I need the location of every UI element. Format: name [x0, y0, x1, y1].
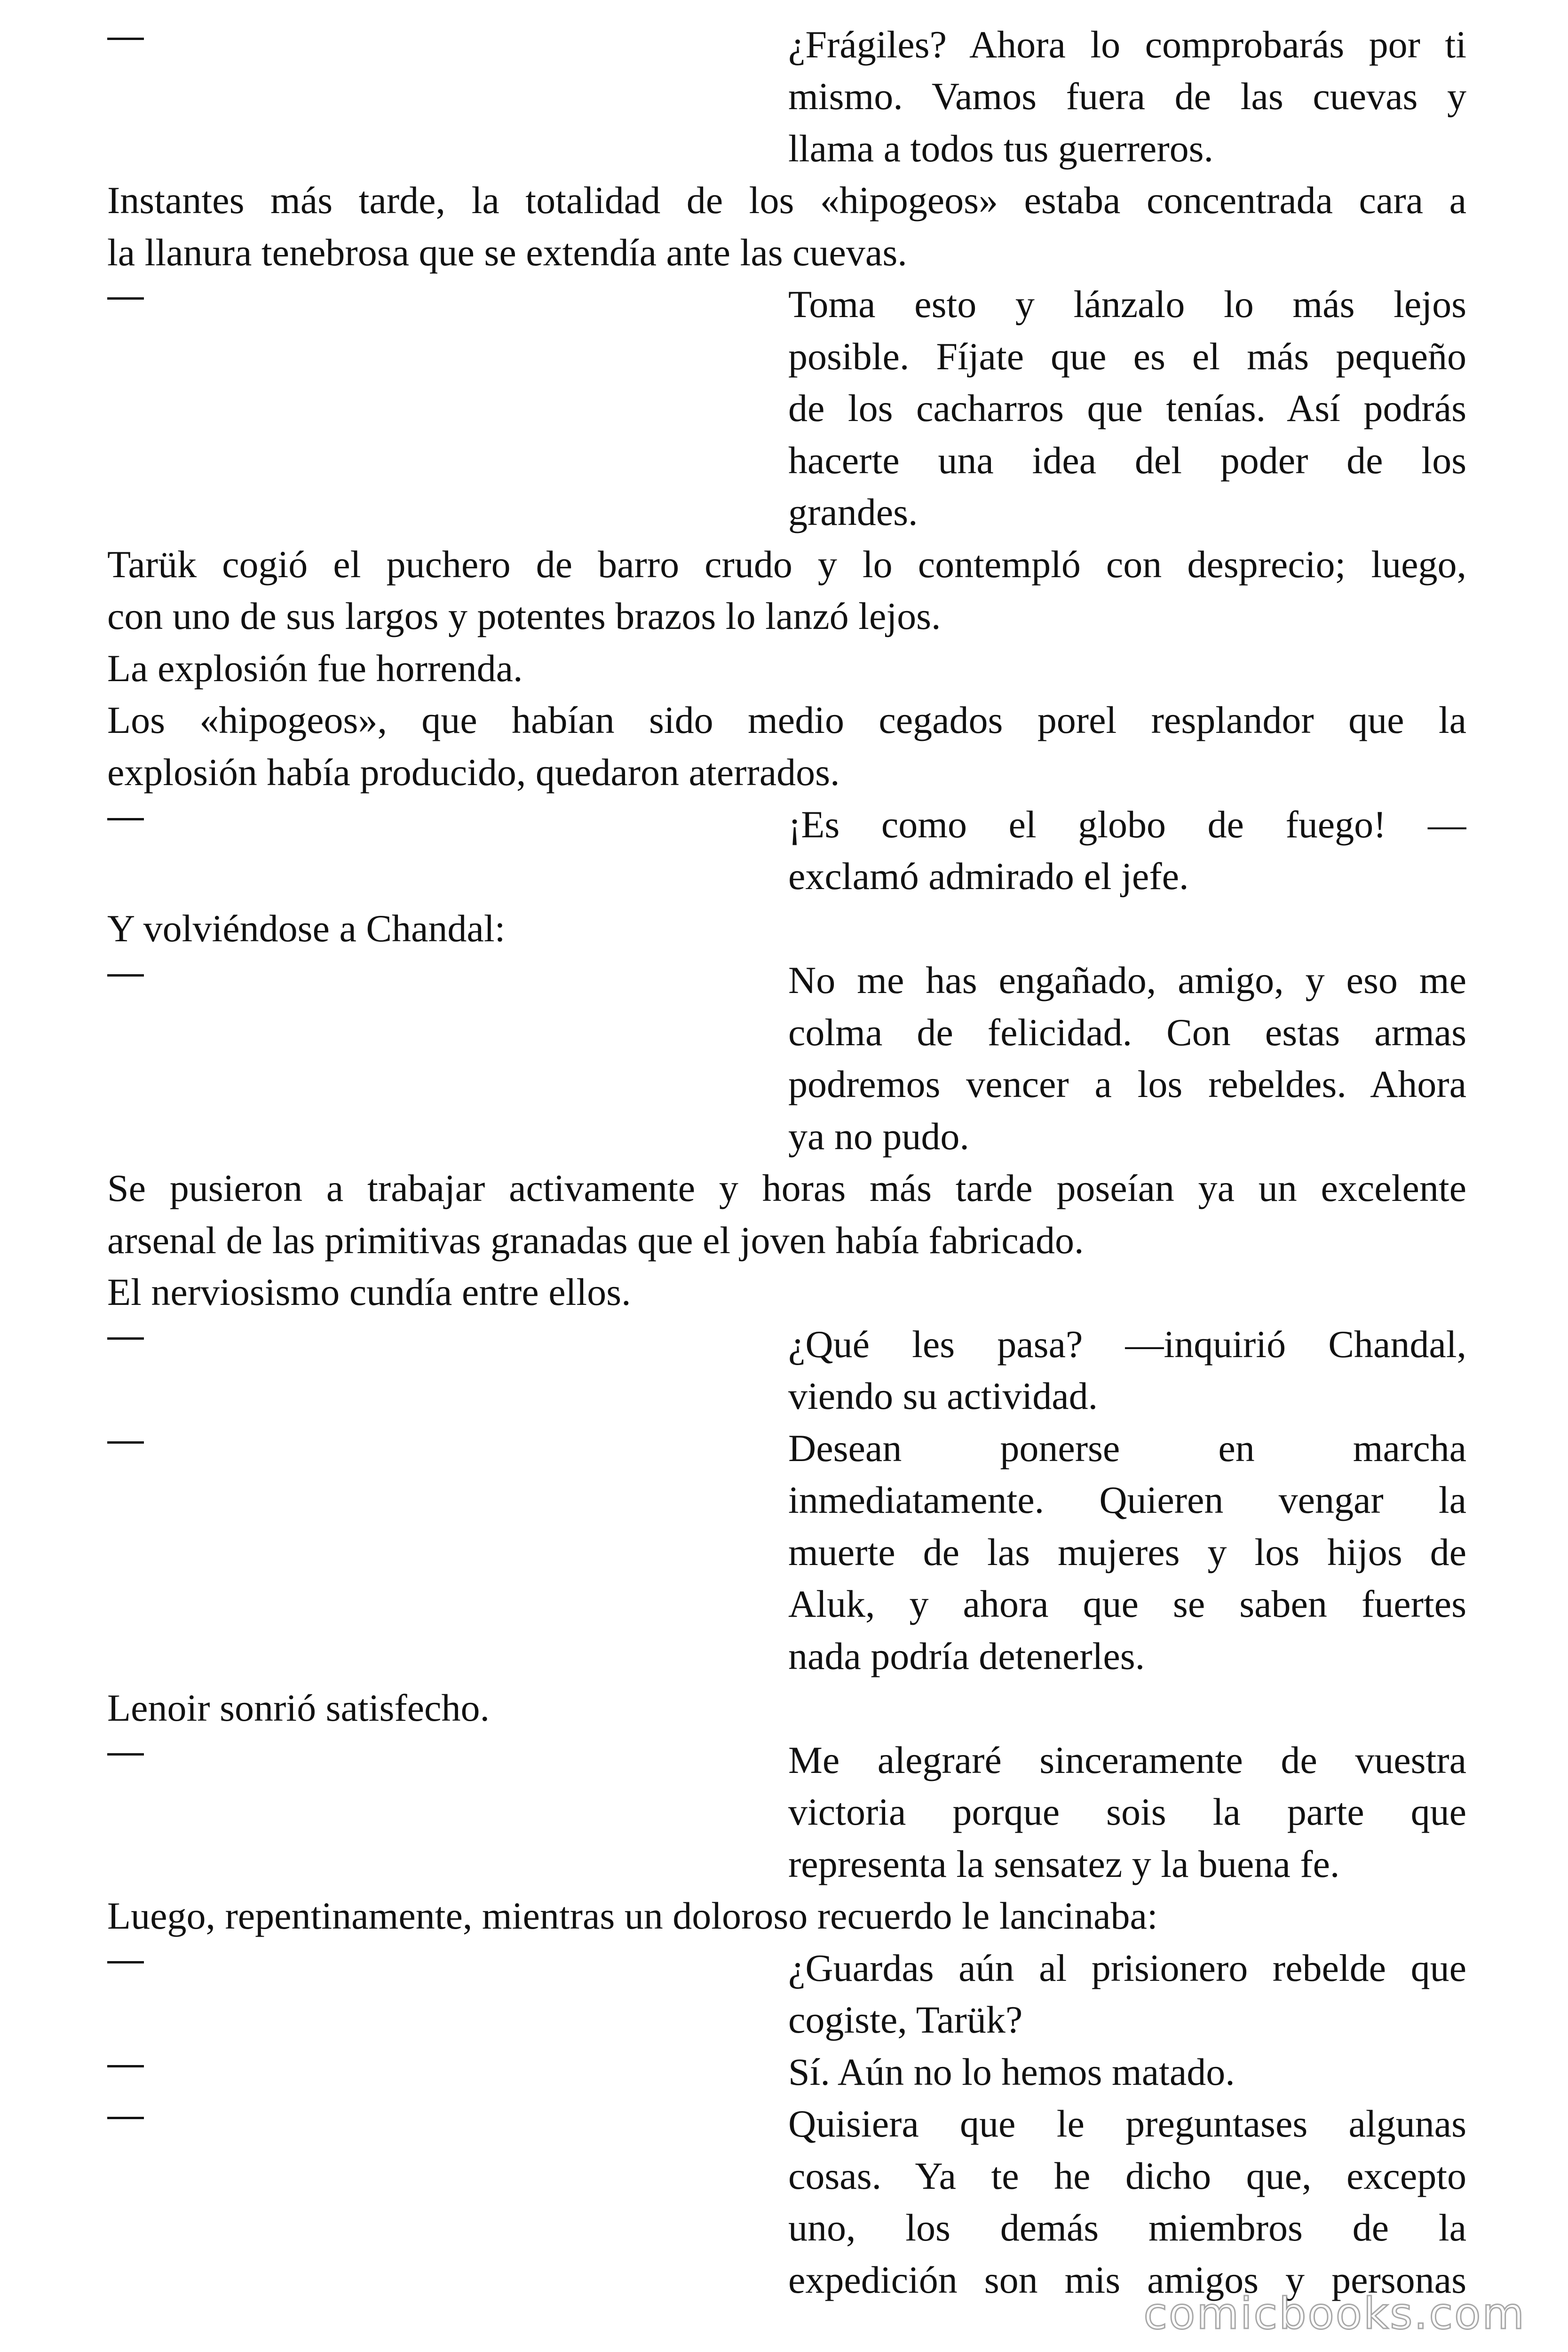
dialogue-dash [107, 974, 144, 977]
text-line: mismo. Vamos fuera de las cuevas y [788, 75, 1466, 118]
text-line: Lenoir sonrió satisfecho. [107, 1686, 490, 1729]
text-line: ¿Frágiles? Ahora lo comprobarás por ti [788, 23, 1466, 66]
text-line: Quisiera que le preguntases algunas [788, 2102, 1466, 2145]
text-line: ¿Guardas aún al prisionero rebelde que [788, 1947, 1466, 1989]
text-line: inmediatamente. Quieren vengar la [788, 1478, 1466, 1521]
text-line: exclamó admirado el jefe. [788, 855, 1189, 898]
dialogue-dash [107, 1441, 144, 1444]
text-line: expedición son mis amigos y personas [788, 2258, 1466, 2301]
text-line: ya no pudo. [788, 1115, 969, 1158]
text-line: El nerviosismo cundía entre ellos. [107, 1271, 631, 1313]
dialogue-dash [107, 2065, 144, 2067]
dialogue-dash [107, 818, 144, 820]
text-line: cosas. Ya te he dicho que, excepto [788, 2154, 1466, 2197]
text-line: posible. Fíjate que es el más pequeño [788, 335, 1466, 378]
text-line: hacerte una idea del poder de los [788, 439, 1466, 482]
text-line: cogiste, Tarük? [788, 1998, 1023, 2041]
text-line: con uno de sus largos y potentes brazos lo lanzó lejos. [107, 595, 941, 637]
text-line: Los «hipogeos», que habían sido medio cegados porel resplandor que la [107, 699, 1466, 741]
dialogue-dash [107, 1961, 144, 1963]
text-line: arsenal de las primitivas granadas que el joven había fabricado. [107, 1219, 1084, 1262]
text-line: de los cacharros que tenías. Así podrás [788, 387, 1466, 429]
dialogue-dash [107, 297, 144, 300]
text-line: Luego, repentinamente, mientras un doloroso recuerdo le lancinaba: [107, 1894, 1158, 1937]
text-line: No me has engañado, amigo, y eso me [788, 959, 1466, 1001]
text-line: uno, los demás miembros de la [788, 2206, 1466, 2249]
dialogue-dash [107, 1337, 144, 1340]
text-line: nada podría detenerles. [788, 1635, 1145, 1677]
text-line: llama a todos tus guerreros. [788, 127, 1214, 170]
text-line: Se pusieron a trabajar activamente y horas más tarde poseían ya un excelente [107, 1167, 1466, 1209]
text-line: Desean ponerse en marcha [788, 1427, 1466, 1470]
text-line: muerte de las mujeres y los hijos de [788, 1531, 1466, 1573]
text-line: colma de felicidad. Con estas armas [788, 1011, 1466, 1054]
dialogue-dash [107, 38, 144, 40]
text-line: viendo su actividad. [788, 1375, 1098, 1417]
text-line: la llanura tenebrosa que se extendía ante las cuevas. [107, 231, 907, 274]
text-line: Y volviéndose a Chandal: [107, 907, 506, 950]
text-line: Aluk, y ahora que se saben fuertes [788, 1582, 1466, 1625]
text-line: ¿Qué les pasa? —inquirió Chandal, [788, 1323, 1466, 1366]
text-line: ¡Es como el globo de fuego! — [788, 803, 1466, 846]
text-line: Instantes más tarde, la totalidad de los «hipogeos» estaba concentrada cara a [107, 179, 1466, 222]
watermark: comicbooks.com [1143, 2288, 1526, 2339]
text-line: victoria porque sois la parte que [788, 1790, 1466, 1833]
text-line: Tarük cogió el puchero de barro crudo y lo contempló con desprecio; luego, [107, 543, 1466, 586]
text-line: podremos vencer a los rebeldes. Ahora [788, 1063, 1466, 1105]
dialogue-dash [107, 2117, 144, 2119]
text-line: Toma esto y lánzalo lo más lejos [788, 283, 1466, 326]
text-line: representa la sensatez y la buena fe. [788, 1843, 1340, 1885]
text-line: La explosión fue horrenda. [107, 647, 523, 690]
text-line: grandes. [788, 491, 918, 533]
text-line: Sí. Aún no lo hemos matado. [788, 2050, 1235, 2093]
dialogue-dash [107, 1753, 144, 1756]
text-line: Me alegraré sinceramente de vuestra [788, 1739, 1466, 1781]
text-line: explosión había producido, quedaron aterrados. [107, 751, 840, 794]
